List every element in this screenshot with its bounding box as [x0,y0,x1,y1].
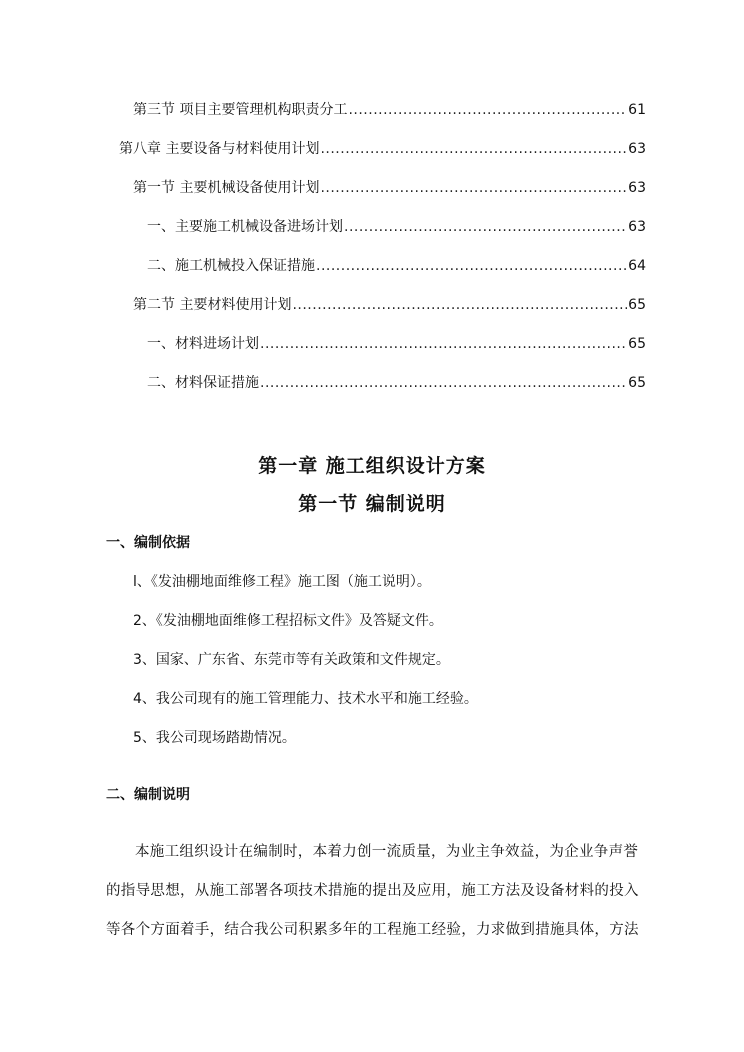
list-item: l、《发油棚地面维修工程》施工图（施工说明）。 [133,574,431,590]
toc-entry-title: 一、主要施工机械设备进场计划 [147,219,343,235]
toc-entry-page: 61 [628,102,646,118]
toc-leader-dots [260,374,627,392]
toc-entry[interactable] [0,331,744,353]
list-item: 4、我公司现有的施工管理能力、技术水平和施工经验。 [133,691,478,707]
toc-entry-title: 第一节 主要机械设备使用计划 [133,180,320,196]
toc-entry-title: 一、材料进场计划 [147,336,259,352]
paragraph-line: 本施工组织设计在编制时，本着力创一流质量，为业主争效益，为企业争声誉 [135,844,639,860]
toc-leader-dots [292,296,627,314]
toc-entry-title: 第二节 主要材料使用计划 [133,297,292,313]
toc-entry[interactable] [0,253,744,275]
toc-entry-title: 第三节 项目主要管理机构职责分工 [133,102,348,118]
toc-leader-dots [260,335,627,353]
toc-entry-title: 二、施工机械投入保证措施 [147,258,315,274]
toc-leader-dots [348,101,627,119]
list-item: 3、国家、广东省、东莞市等有关政策和文件规定。 [133,652,450,668]
paragraph-line: 等各个方面着手，结合我公司积累多年的工程施工经验，力求做到措施具体，方法 [106,922,639,938]
basis-heading: 一、编制依据 [106,535,190,551]
toc-entry-page: 65 [628,336,646,352]
section-title: 第一节 编制说明 [298,493,446,515]
toc-entry[interactable] [0,370,744,392]
toc-entry[interactable] [0,292,744,314]
list-item: 5、我公司现场踏勘情况。 [133,730,296,746]
toc-leader-dots [316,257,627,275]
toc-entry-page: 65 [628,297,646,313]
toc-leader-dots [320,140,627,158]
toc-leader-dots [320,179,627,197]
toc-entry-page: 63 [628,219,646,235]
toc-entry[interactable] [0,175,744,197]
paragraph-line: 的指导思想，从施工部署各项技术措施的提出及应用，施工方法及设备材料的投入 [106,883,639,899]
toc-entry-title: 第八章 主要设备与材料使用计划 [119,141,320,157]
explanation-heading: 二、编制说明 [106,787,190,803]
chapter-title: 第一章 施工组织设计方案 [258,455,486,477]
list-item: 2、《发油棚地面维修工程招标文件》及答疑文件。 [133,613,443,629]
toc-entry-page: 63 [628,141,646,157]
toc-entry-page: 63 [628,180,646,196]
toc-entry[interactable] [0,97,744,119]
toc-leader-dots [344,218,627,236]
toc-entry-title: 二、材料保证措施 [147,375,259,391]
toc-entry[interactable] [0,136,744,158]
toc-entry-page: 64 [628,258,646,274]
toc-entry-page: 65 [628,375,646,391]
toc-entry[interactable] [0,214,744,236]
